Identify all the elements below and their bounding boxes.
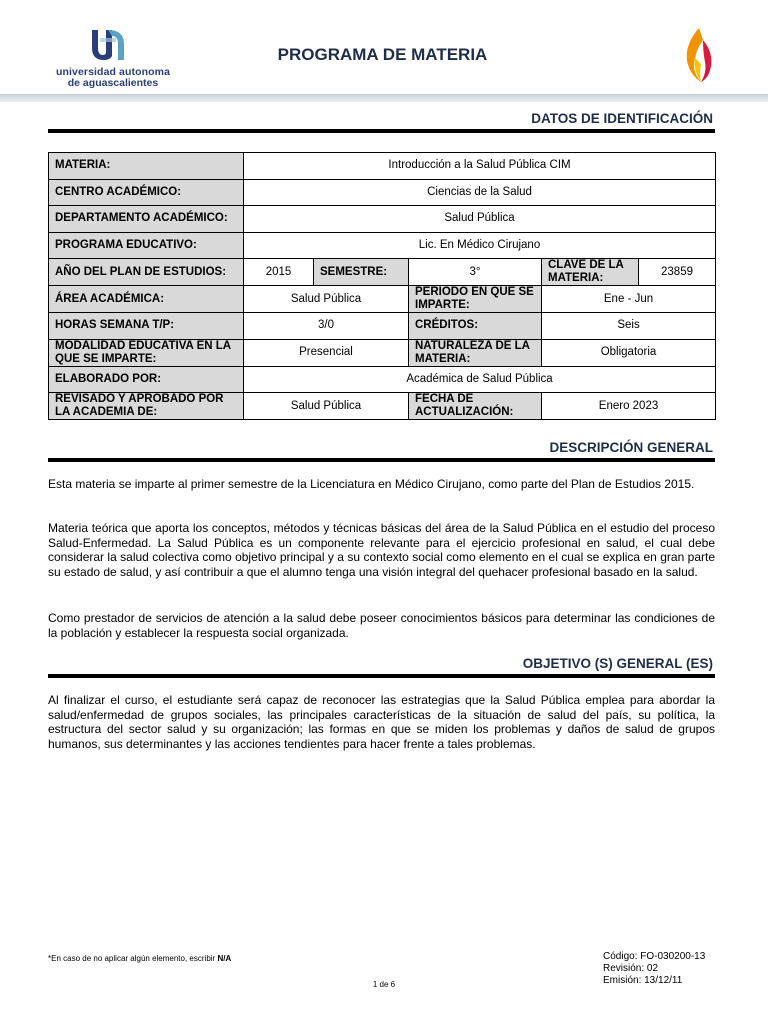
section-divider-objetivo [48, 674, 715, 678]
horas-value: 3/0 [244, 313, 409, 340]
clave-label: CLAVE DE LA MATERIA: [542, 259, 639, 286]
codigo-text: Código: FO-030200-13 [603, 951, 706, 962]
programa-value: Lic. En Médico Cirujano [244, 232, 716, 259]
section-divider-identificacion [48, 129, 715, 133]
flame-logo-icon [677, 26, 717, 86]
departamento-label: DEPARTAMENTO ACADÉMICO: [49, 206, 244, 233]
materia-label: MATERIA: [49, 153, 244, 180]
anio-value: 2015 [244, 259, 314, 286]
elaborado-label: ELABORADO POR: [49, 366, 244, 393]
revisado-label: REVISADO Y APROBADO POR LA ACADEMIA DE: [49, 393, 244, 420]
section-divider-descripcion [48, 458, 715, 462]
footnote [48, 954, 231, 963]
footnote-na: N/A [217, 954, 232, 963]
objetivo-paragraph: Al finalizar el curso, el estudiante será capaz de reconocer las estrategias que la Salud Pública emplea para abordar la salud/enfermedad de grupos sociales, las principales características de la situación de salud del país, su política, la estructura del sector salud y su organización; las formas en que se miden los problemas y daños de salud de grupos humanos, sus determinantes y las acciones tendientes para hacer frente a tales problemas. [48, 693, 715, 751]
materia-value: Introducción a la Salud Pública CIM [244, 153, 716, 180]
emision-text: Emisión: 13/12/11 [603, 975, 683, 986]
section-title-descripcion: DESCRIPCIÓN GENERAL [549, 440, 713, 455]
descripcion-paragraph-3: Como prestador de servicios de atención a la salud debe poseer conocimientos básicos para determinar las condiciones de la población y establecer la respuesta social organizada. [48, 611, 715, 640]
fecha-label: FECHA DE ACTUALIZACIÓN: [409, 393, 542, 420]
table-row [49, 286, 716, 313]
table-row [49, 259, 716, 286]
header-divider [0, 94, 768, 102]
descripcion-paragraph-2: Materia teórica que aporta los conceptos, métodos y técnicas básicas del área de la Salud Pública en el estudio del proceso Salud-Enfermedad. La Salud Pública es un componente relevante para el ejercicio profesional en salud, el cual debe considerar la salud colectiva como objetivo principal y a su contexto social como elemento en el cual se explica en gran parte su estado de salud, y así contribuir a que el alumno tenga una visión integral del quehacer profesional basado en la salud. [48, 521, 715, 579]
document-title: PROGRAMA DE MATERIA [277, 45, 488, 64]
semestre-value: 3° [409, 259, 542, 286]
footnote-text: *En caso de no aplicar algún elemento, escribir [48, 954, 216, 963]
centro-label: CENTRO ACADÉMICO: [49, 179, 244, 206]
revision-text: Revisión: 02 [603, 963, 659, 974]
modalidad-value: Presencial [244, 339, 409, 366]
table-row [49, 206, 716, 233]
elaborado-value: Académica de Salud Pública [244, 366, 716, 393]
naturaleza-value: Obligatoria [542, 339, 716, 366]
semestre-label: SEMESTRE: [314, 259, 409, 286]
table-row [49, 153, 716, 180]
table-row [49, 179, 716, 206]
revisado-value: Salud Pública [244, 393, 409, 420]
area-value: Salud Pública [244, 286, 409, 313]
naturaleza-label: NATURALEZA DE LA MATERIA: [409, 339, 542, 366]
university-name-line1: universidad autonoma [55, 66, 171, 78]
document-codes [603, 951, 705, 987]
page-number: 1 de 6 [372, 980, 396, 989]
university-emblem-icon [86, 26, 130, 64]
university-name-line2: de aguascalientes [67, 77, 159, 89]
modalidad-label: MODALIDAD EDUCATIVA EN LA QUE SE IMPARTE: [49, 339, 244, 366]
table-row [49, 339, 716, 366]
table-row [49, 366, 716, 393]
section-title-objetivo: OBJETIVO (S) GENERAL (ES) [522, 656, 713, 671]
clave-value: 23859 [639, 259, 716, 286]
fecha-value: Enero 2023 [542, 393, 716, 420]
descripcion-paragraph-1: Esta materia se imparte al primer semestre de la Licenciatura en Médico Cirujano, como parte del Plan de Estudios 2015. [48, 477, 695, 491]
centro-value: Ciencias de la Salud [244, 179, 716, 206]
creditos-label: CRÉDITOS: [409, 313, 542, 340]
university-logo [48, 26, 178, 88]
identification-table [48, 152, 716, 420]
section-title-identificacion: DATOS DE IDENTIFICACIÓN [531, 111, 713, 126]
table-row [49, 313, 716, 340]
table-row [49, 232, 716, 259]
periodo-label: PERIODO EN QUE SE IMPARTE: [409, 286, 542, 313]
anio-label: AÑO DEL PLAN DE ESTUDIOS: [49, 259, 244, 286]
area-label: ÁREA ACADÉMICA: [49, 286, 244, 313]
periodo-value: Ene - Jun [542, 286, 716, 313]
programa-label: PROGRAMA EDUCATIVO: [49, 232, 244, 259]
creditos-value: Seis [542, 313, 716, 340]
horas-label: HORAS SEMANA T/P: [49, 313, 244, 340]
departamento-value: Salud Pública [244, 206, 716, 233]
table-row [49, 393, 716, 420]
